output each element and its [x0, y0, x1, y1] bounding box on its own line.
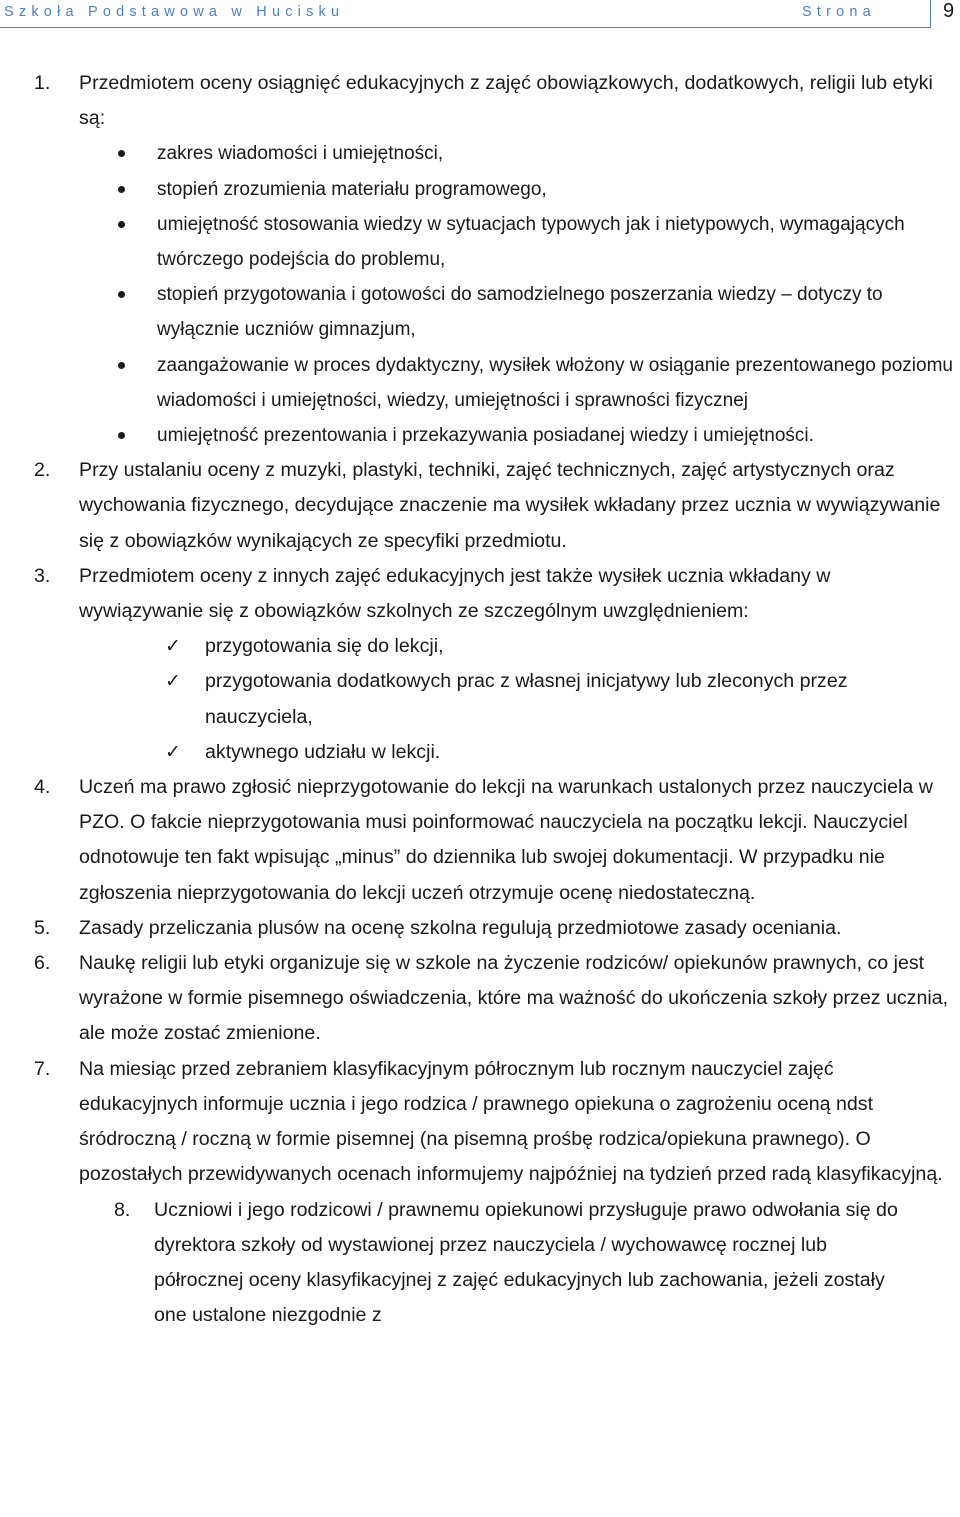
item-number: 1.	[34, 72, 51, 94]
header-page-number: 9	[943, 0, 955, 22]
item-number: 4.	[34, 776, 51, 799]
bullet-dot-icon	[118, 432, 125, 439]
item-text: Naukę religii lub etyki organizuje się w szkole na życzenie rodziców/ opiekunów prawnych, co jest wyrażone w formie pisemnego oświadczenia, które ma ważność do ukończenia szkoły przez ucznia, ale może zostać zmienione.	[79, 952, 949, 1045]
header-rule	[0, 27, 930, 28]
bullet-dot-icon	[118, 362, 125, 369]
bullet-text: zaangażowanie w proces dydaktyczny, wysiłek włożony w osiąganie prezentowanego poziomu wiadomości i umiejętności, wiedzy, umiejętności i sprawności fizycznej	[157, 354, 953, 411]
bullet-item	[0, 277, 960, 347]
list-item-3	[0, 559, 960, 629]
item-number: 2.	[34, 459, 51, 482]
checkmark-icon: ✓	[165, 635, 181, 658]
list-item-5	[0, 911, 960, 946]
check-item	[0, 664, 960, 734]
list-item-2	[0, 453, 960, 559]
item-text: Przedmiotem oceny z innych zajęć edukacyjnych jest także wysiłek ucznia wkładany w wywiązywanie się z obowiązków szkolnych ze szczególnym uwzględnieniem:	[79, 564, 831, 623]
bullet-list	[0, 136, 960, 453]
list-item-8	[0, 1193, 960, 1334]
check-item	[0, 735, 960, 770]
bullet-text: umiejętność stosowania wiedzy w sytuacjach typowych jak i nietypowych, wymagających twórczego podejścia do problemu,	[157, 213, 905, 271]
bullet-item	[0, 136, 960, 171]
bullet-item	[0, 418, 960, 453]
bullet-dot-icon	[118, 291, 125, 298]
item-text: Przedmiotem oceny osiągnięć edukacyjnych z zajęć obowiązkowych, dodatkowych, religii lub etyki są:	[79, 72, 933, 130]
list-item-6	[0, 946, 960, 1052]
item-number: 7.	[34, 1057, 51, 1080]
check-text: przygotowania się do lekcji,	[205, 635, 444, 658]
item-number: 8.	[114, 1198, 131, 1221]
bullet-item	[0, 172, 960, 207]
item-text: Na miesiąc przed zebraniem klasyfikacyjnym półrocznym lub rocznym nauczyciel zajęć edukacyjnych informuje ucznia i jego rodzica / prawnego opiekuna o zagrożeniu oceną ndst śródroczną / roczną w formie pisemnej (na pisemną prośbę rodzica/opiekuna prawnego). O pozostałych przewidywanych ocenach informujemy najpóźniej na tydzień przed radą klasyfikacyjną.	[79, 1057, 943, 1186]
bullet-text: zakres wiadomości i umiejętności,	[157, 143, 444, 165]
bullet-text: stopień przygotowania i gotowości do samodzielnego poszerzania wiedzy – dotyczy to wyłącznie uczniów gimnazjum,	[157, 284, 883, 341]
check-item	[0, 629, 960, 664]
bullet-dot-icon	[118, 150, 125, 157]
item-text: Przy ustalaniu oceny z muzyki, plastyki, techniki, zajęć technicznych, zajęć artystycznych oraz wychowania fizycznego, decydujące znaczenie ma wysiłek wkładany przez ucznia w wywiązywanie się z obowiązków wynikających ze specyfiki przedmiotu.	[79, 459, 941, 552]
page-header	[0, 0, 960, 28]
list-item-7	[0, 1052, 960, 1193]
bullet-dot-icon	[118, 221, 125, 228]
bullet-item	[0, 348, 960, 418]
bullet-dot-icon	[118, 186, 125, 193]
list-item-1	[0, 66, 960, 136]
check-text: przygotowania dodatkowych prac z własnej inicjatywy lub zleconych przez nauczyciela,	[205, 670, 848, 728]
bullet-text: stopień zrozumienia materiału programowego,	[157, 178, 547, 200]
header-separator	[930, 0, 931, 28]
checkmark-icon: ✓	[165, 740, 181, 763]
bullet-item	[0, 207, 960, 277]
checkmark-list	[0, 629, 960, 770]
document-body	[0, 66, 960, 1333]
header-page-label: Strona	[802, 4, 876, 20]
item-number: 5.	[34, 916, 51, 939]
item-text: Uczeń ma prawo zgłosić nieprzygotowanie do lekcji na warunkach ustalonych przez nauczyciela w PZO. O fakcie nieprzygotowania musi poinformować nauczyciela na początku lekcji. Nauczyciel odnotowuje ten fakt wpisując „minus” do dziennika lub swojej dokumentacji. W przypadku nie zgłoszenia nieprzygotowania do lekcji uczeń otrzymuje ocenę niedostateczną.	[79, 776, 933, 904]
header-school-name: Szkoła Podstawowa w Hucisku	[4, 4, 345, 20]
item-number: 3.	[34, 564, 51, 587]
item-number: 6.	[34, 952, 51, 975]
checkmark-icon: ✓	[165, 670, 181, 693]
item-text: Zasady przeliczania plusów na ocenę szkolna regulują przedmiotowe zasady oceniania.	[79, 916, 842, 939]
item-text: Uczniowi i jego rodzicowi / prawnemu opiekunowi przysługuje prawo odwołania się do dyrektora szkoły od wystawionej przez nauczyciela / wychowawcę rocznej lub półrocznej oceny klasyfikacyjnej z zajęć edukacyjnych lub zachowania, jeżeli zostały one ustalone niezgodnie z	[154, 1198, 898, 1327]
list-item-4	[0, 770, 960, 911]
bullet-text: umiejętność prezentowania i przekazywania posiadanej wiedzy i umiejętności.	[157, 425, 814, 447]
check-text: aktywnego udziału w lekcji.	[205, 740, 441, 763]
